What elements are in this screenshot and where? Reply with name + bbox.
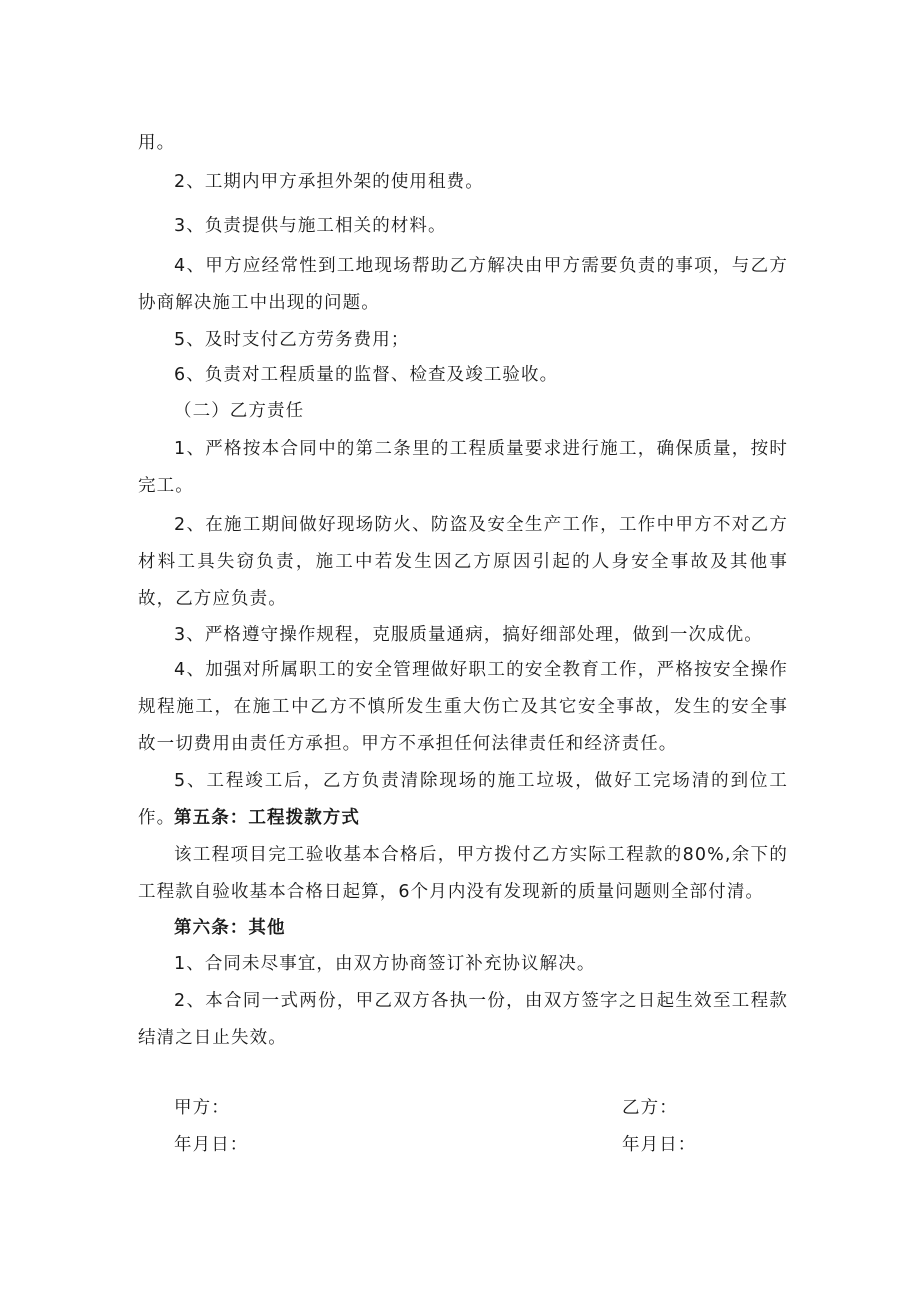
paragraph-a4: 4、甲方应经常性到工地现场帮助乙方解决由甲方需要负责的事项，与乙方协商解决施工中出现的问题。 <box>138 256 788 313</box>
paragraph-b1: 1、严格按本合同中的第二条里的工程质量要求进行施工，确保质量，按时完工。 <box>138 439 788 496</box>
party-a-signature-label: 甲方： <box>174 1098 230 1118</box>
paragraph-a2: 2、工期内甲方承担外架的使用租费。 <box>174 172 484 192</box>
paragraph-a3: 3、负责提供与施工相关的材料。 <box>174 216 447 236</box>
paragraph-other-1: 1、合同未尽事宜，由双方协商签订补充协议解决。 <box>174 954 596 974</box>
paragraph-b2: 2、在施工期间做好现场防火、防盗及安全生产工作，工作中甲方不对乙方材料工具失窃负责，施工中若发生因乙方原因引起的人身安全事故及其他事故，乙方应负责。 <box>138 515 788 609</box>
article-six-heading: 第六条：其他 <box>174 918 286 938</box>
paragraph-b4: 4、加强对所属职工的安全管理做好职工的安全教育工作，严格按安全操作规程施工，在施工中乙方不慎所发生重大伤亡及其它安全事故，发生的安全事故一切费用由责任方承担。甲方不承担任何法律责任和经济责任。 <box>138 660 788 754</box>
section-heading-party-b: （二）乙方责任 <box>174 401 305 421</box>
paragraph-continuation: 用。 <box>138 133 176 153</box>
paragraph-a5: 5、及时支付乙方劳务费用； <box>174 330 410 350</box>
party-a-date-label: 年月日： <box>174 1135 249 1155</box>
paragraph-payment: 该工程项目完工验收基本合格后，甲方拨付乙方实际工程款的80%,余下的工程款自验收基本合格日起算，6个月内没有发现新的质量问题则全部付清。 <box>138 845 788 902</box>
paragraph-b5: 5、工程竣工后，乙方负责清除现场的施工垃圾，做好工完场清的到位工作。 <box>138 771 788 828</box>
party-b-signature-label: 乙方： <box>622 1098 678 1118</box>
paragraph-other-2: 2、本合同一式两份，甲乙双方各执一份，由双方签字之日起生效至工程款结清之日止失效。 <box>138 991 788 1048</box>
paragraph-b3: 3、严格遵守操作规程，克服质量通病，搞好细部处理，做到一次成优。 <box>174 625 763 645</box>
party-b-date-label: 年月日： <box>622 1135 697 1155</box>
article-five-heading: 第五条：工程拨款方式 <box>174 808 360 828</box>
paragraph-a6: 6、负责对工程质量的监督、检查及竣工验收。 <box>174 365 559 385</box>
